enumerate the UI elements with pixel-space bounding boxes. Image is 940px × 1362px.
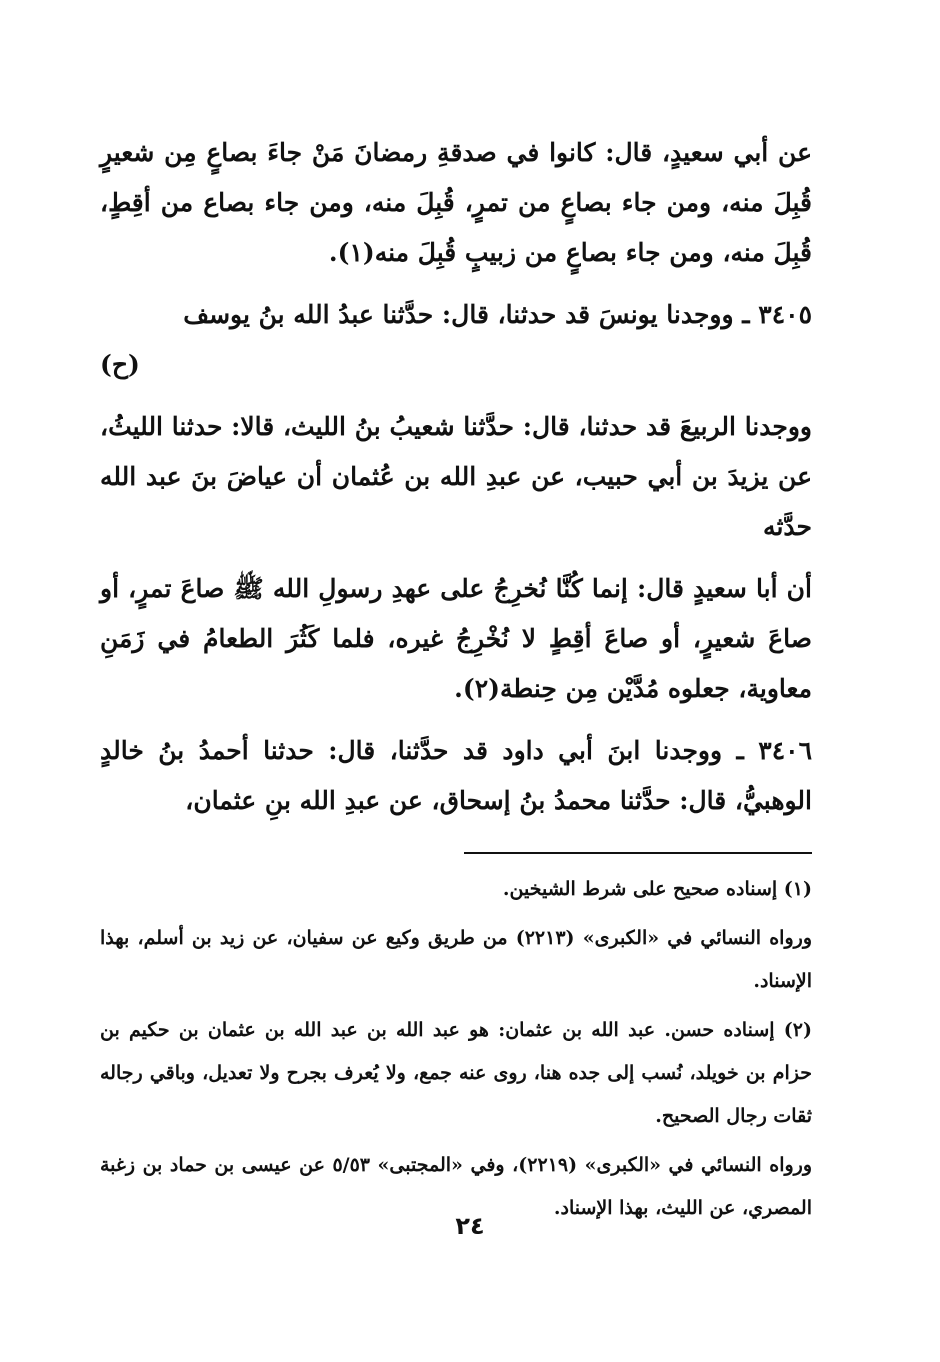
footnote-divider <box>464 852 812 854</box>
footnote-line: (١) إسناده صحيح على شرط الشيخين. <box>502 878 812 900</box>
hadith-paragraph: ٣٤٠٥ ـ ووجدنا يونسَ قد حدثنا، قال: حدَّثنا عبدُ الله بنُ يوسف <box>183 300 812 329</box>
footnotes <box>100 868 812 1230</box>
hadith-paragraph: عن أبي سعيدٍ، قال: كانوا في صدقةِ رمضانَ مَنْ جاءَ بصاعٍ مِن شعيرٍ قُبِلَ منه، ومن جاء بصاعٍ من تمرٍ، قُبِلَ منه، ومن جاء بصاع من أقِطٍ، قُبِلَ منه، ومن جاء بصاعٍ من زبيبٍ قُبِلَ منه(١). <box>100 138 812 267</box>
hadith-paragraph: أن أبا سعيدٍ قال: إنما كُنَّا نُخرِجُ على عهدِ رسولِ الله ﷺ صاعَ تمرٍ، أو صاعَ شعيرٍ، أو صاعَ أقِطٍ لا نُخْرِجُ غيره، فلما كَثُرَ الطعامُ في زَمَنِ معاوية، جعلوه مُدَّيْن مِن حِنطة(٢). <box>100 574 812 703</box>
page-content <box>100 128 812 1236</box>
page-number: ٢٤ <box>455 1212 485 1240</box>
hadith-paragraph: ووجدنا الربيعَ قد حدثنا، قال: حدَّثنا شعيبُ بنُ الليث، قالا: حدثنا الليثُ، عن يزيدَ بن أبي حبيب، عن عبدِ الله بن عُثمان أن عياضَ بنَ عبد الله حدَّثه <box>100 412 812 541</box>
tahwil-marker: (ح) <box>100 350 140 379</box>
main-text <box>100 128 812 826</box>
footnote-line: ورواه النسائي في «الكبرى» (٢٢١٩)، وفي «المجتبى» ٥/٥٣ عن عيسى بن حماد بن زغبة المصري، عن الليث، بهذا الإسناد. <box>100 1154 812 1219</box>
footnote-line: (٢) إسناده حسن. عبد الله بن عثمان: هو عبد الله بن عبد الله بن عثمان بن حكيم بن حزام بن خويلد، نُسب إلى جده هنا، روى عنه جمع، ولا يُعرف بجرح ولا تعديل، وباقي رجاله ثقات رجال الصحيح. <box>100 1019 812 1127</box>
footnote-line: ورواه النسائي في «الكبرى» (٢٢١٣) من طريق وكيع عن سفيان، عن زيد بن أسلم، بهذا الإسناد. <box>100 927 812 992</box>
hadith-paragraph: ٣٤٠٦ ـ ووجدنا ابنَ أبي داود قد حدَّثنا، قال: حدثنا أحمدُ بنُ خالدٍ الوهبيُّ، قال: حدَّثنا محمدُ بنُ إسحاق، عن عبدِ الله بنِ عثمان، <box>100 736 812 815</box>
